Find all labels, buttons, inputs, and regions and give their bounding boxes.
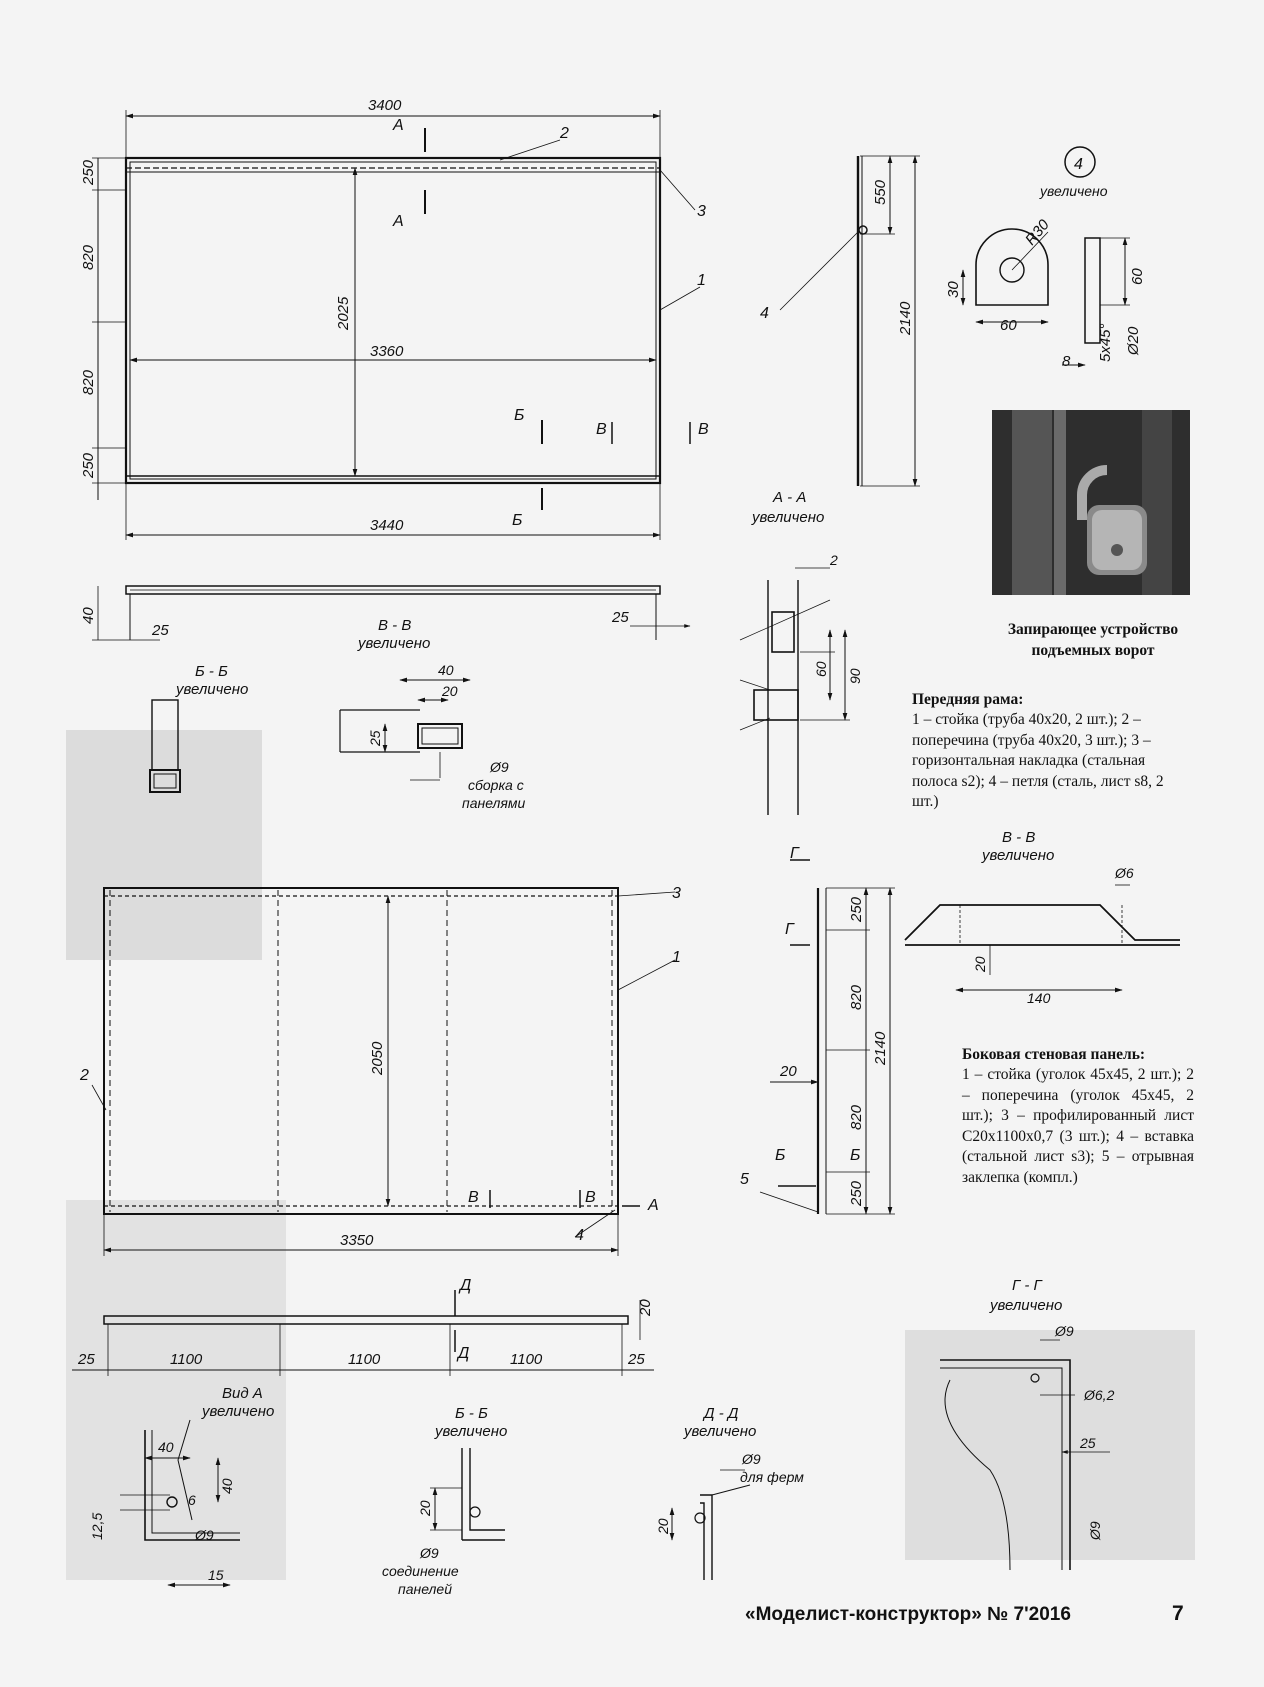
section-vv2-drawing <box>905 885 1180 990</box>
side-dim-820-a: 820 <box>848 984 865 1010</box>
dim-chamfer: 5x45° <box>1097 323 1114 362</box>
gg-dim-25: 25 <box>1080 1435 1096 1451</box>
note-vv1-2: панелями <box>462 795 526 811</box>
dim-8: 8 <box>1062 353 1071 370</box>
strip-dim-25-right: 25 <box>628 1351 645 1368</box>
side-callout-3: 3 <box>672 885 681 902</box>
section-vv2-subtitle: увеличено <box>982 847 1055 864</box>
side-mark-g-bottom: Г <box>785 921 794 938</box>
dim-r30: R30 <box>1022 216 1053 249</box>
side-dim-20: 20 <box>780 1063 797 1080</box>
mark-a-bottom: А <box>393 213 404 230</box>
dim-25-right: 25 <box>612 609 629 626</box>
magazine-footer: «Моделист-конструктор» № 7'2016 <box>745 1604 1071 1625</box>
dim-2050: 2050 <box>369 1041 386 1075</box>
view-a-dim-40b: 40 <box>219 1478 235 1494</box>
note-vv1-1: сборка с <box>468 777 524 793</box>
mark-a-top: А <box>393 117 404 134</box>
dim-vv2-d6: Ø6 <box>1115 865 1134 881</box>
section-gg-title: Г - Г <box>1012 1277 1042 1294</box>
strip-mark-d-top: Д <box>460 1277 472 1294</box>
strip-dim-25-left: 25 <box>78 1351 95 1368</box>
front-frame-caption-text: 1 – стойка (труба 40х20, 2 шт.); 2 – поперечина (труба 40х20, 3 шт.); 3 – горизонтальная накладка (стальная полоса s2); 4 – петля (сталь, лист s8, 2 шт.) <box>912 711 1164 811</box>
dim-3400: 3400 <box>368 97 402 114</box>
dim-vv1-25: 25 <box>367 730 383 746</box>
callout-4: 4 <box>760 305 769 322</box>
front-frame-drawing <box>92 110 700 540</box>
side-callout-5: 5 <box>740 1171 749 1188</box>
padlock-image <box>992 410 1190 595</box>
dim-3350: 3350 <box>340 1232 374 1249</box>
section-bb2-drawing <box>430 1448 505 1540</box>
dim-vv1-d9: Ø9 <box>490 759 509 775</box>
view-a-dim-d9: Ø9 <box>195 1527 214 1543</box>
side-mark-v-left: В <box>468 1189 479 1206</box>
section-vv2-title: В - В <box>1002 829 1036 846</box>
side-mark-b-left: Б <box>775 1147 786 1164</box>
dim-820-a: 820 <box>80 244 97 270</box>
dim-2025: 2025 <box>335 296 352 330</box>
dim-820-b: 820 <box>80 369 97 395</box>
gg-dim-d9-top: Ø9 <box>1055 1323 1074 1339</box>
dim-60-right: 60 <box>1129 268 1146 285</box>
section-bb1-title: Б - Б <box>195 663 228 680</box>
section-vv1-subtitle: увеличено <box>358 635 431 652</box>
section-dd-drawing <box>672 1470 750 1580</box>
dim-250-bottom: 250 <box>80 452 97 478</box>
dd-dim-d9: Ø9 <box>742 1451 761 1467</box>
dim-30: 30 <box>945 281 962 298</box>
front-frame-caption <box>912 690 1194 813</box>
mark-v-left: В <box>596 421 607 438</box>
dim-25-left: 25 <box>152 622 169 639</box>
side-callout-2: 2 <box>80 1067 89 1084</box>
side-panel-caption-text: 1 – стойка (уголок 45х45, 2 шт.); 2 – поперечина (уголок 45х45, 2 шт.); 3 – профилированный лист С20х1100х0,7 (3 шт.); 4 – вставка (стальной лист s3); 5 – отрывная заклепка (компл.) <box>962 1066 1194 1186</box>
mark-b-bottom: Б <box>512 512 523 529</box>
bg-shade-left <box>66 730 262 960</box>
mark-v-right: В <box>698 421 709 438</box>
lock-photo <box>992 410 1190 595</box>
view-a-dim-15: 15 <box>208 1567 224 1583</box>
section-vv1-title: В - В <box>378 617 412 634</box>
section-dd-subtitle: увеличено <box>684 1423 757 1440</box>
view-a-dim-12: 12,5 <box>89 1512 105 1540</box>
bb2-dim-20: 20 <box>417 1500 433 1516</box>
side-callout-1: 1 <box>672 949 681 966</box>
callout-3: 3 <box>697 203 706 220</box>
side-dim-250-top: 250 <box>848 896 865 922</box>
lock-caption: Запирающее устройство подъемных ворот <box>1007 621 1179 659</box>
side-mark-a: А <box>648 1197 659 1214</box>
dim-2140: 2140 <box>897 301 914 335</box>
page-number: 7 <box>1172 1602 1184 1625</box>
dim-550: 550 <box>872 179 889 205</box>
bb2-dim-d9: Ø9 <box>420 1545 439 1561</box>
dim-vv2-20: 20 <box>972 956 988 972</box>
side-mark-b-right: Б <box>850 1147 861 1164</box>
side-mark-g-top: Г <box>790 845 799 862</box>
side-callout-4: 4 <box>575 1227 584 1244</box>
dim-60-bottom: 60 <box>1000 317 1017 334</box>
section-aa-subtitle: увеличено <box>752 509 825 526</box>
dim-250-top: 250 <box>80 159 97 185</box>
mark-b-top: Б <box>514 407 525 424</box>
bb2-note-2: панелей <box>398 1581 452 1597</box>
section-aa-title: А - А <box>773 489 807 506</box>
callout-2: 2 <box>560 125 569 142</box>
dd-dim-20: 20 <box>655 1518 671 1534</box>
side-mark-v-right: В <box>585 1189 596 1206</box>
view-a-dim-6: 6 <box>188 1492 196 1508</box>
front-frame-caption-title: Передняя рама: <box>912 691 1024 708</box>
section-bb1-subtitle: увеличено <box>176 681 249 698</box>
section-bb2-title: Б - Б <box>455 1405 488 1422</box>
section-gg-subtitle: увеличено <box>990 1297 1063 1314</box>
bg-shade-right <box>905 1330 1195 1560</box>
side-dim-2140: 2140 <box>872 1031 889 1065</box>
callout-1: 1 <box>697 272 706 289</box>
gg-dim-d9-bottom: Ø9 <box>1087 1521 1103 1540</box>
dim-3440: 3440 <box>370 517 404 534</box>
side-panel-caption <box>962 1045 1194 1188</box>
dim-vv1-20: 20 <box>442 683 458 699</box>
strip-dim-1100-c: 1100 <box>510 1351 543 1368</box>
section-dd-title: Д - Д <box>704 1405 739 1422</box>
strip-dim-20: 20 <box>637 1299 654 1316</box>
detail-4-number: 4 <box>1074 156 1083 173</box>
view-a-dim-40a: 40 <box>158 1439 174 1455</box>
section-bb2-subtitle: увеличено <box>435 1423 508 1440</box>
dim-40-rail: 40 <box>80 607 97 624</box>
bb2-note-1: соединение <box>382 1563 459 1579</box>
dim-vv1-40: 40 <box>438 662 454 678</box>
detail-2-callout: 2 <box>830 552 838 568</box>
detail-2-drawing <box>740 568 850 815</box>
view-a-title: Вид А <box>222 1385 263 1402</box>
dim-vv2-140: 140 <box>1027 990 1051 1006</box>
detail-4-subtitle: увеличено <box>1040 183 1108 199</box>
dim-d20: Ø20 <box>1125 326 1142 355</box>
side-panel-caption-title: Боковая стеновая панель: <box>962 1046 1146 1063</box>
side-dim-250-bottom: 250 <box>848 1180 865 1206</box>
view-a-subtitle: увеличено <box>202 1403 275 1420</box>
dim-90-detail: 90 <box>847 668 863 684</box>
strip-dim-1100-b: 1100 <box>348 1351 381 1368</box>
strip-dim-1100-a: 1100 <box>170 1351 203 1368</box>
gg-dim-d62: Ø6,2 <box>1084 1387 1115 1403</box>
dim-3360: 3360 <box>370 343 404 360</box>
dim-60-detail: 60 <box>813 661 829 677</box>
side-dim-820-b: 820 <box>848 1104 865 1130</box>
dd-note: для ферм <box>740 1469 804 1485</box>
strip-mark-d-bottom: Д <box>458 1345 470 1362</box>
